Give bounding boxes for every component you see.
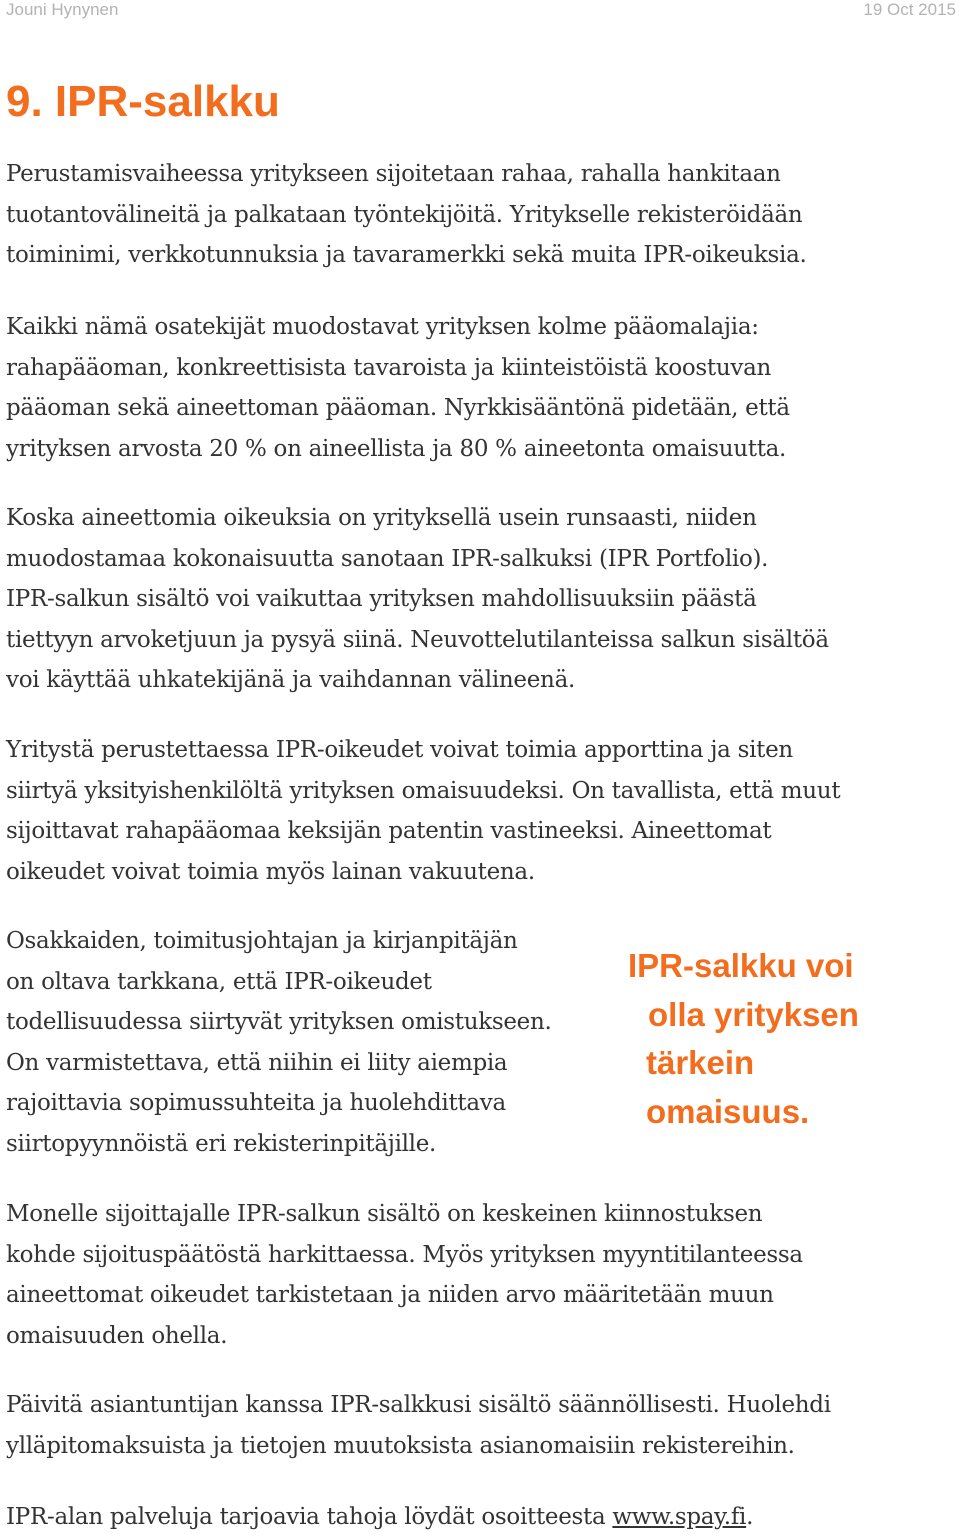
paragraph-investors: [6, 1194, 803, 1356]
text-line: voi käyttää uhkatekijänä ja vaihdannan välineenä.: [6, 667, 575, 694]
text-line: toiminimi, verkkotunnuksia ja tavaramerkki sekä muita IPR-oikeuksia.: [6, 242, 807, 269]
closing-suffix: .: [746, 1504, 754, 1530]
pull-quote-line: tärkein: [646, 1044, 755, 1081]
page-title: 9. IPR-salkku: [6, 77, 280, 126]
text-line: rahapääoman, konkreettisista tavaroista ja kiinteistöistä koostuvan: [6, 354, 771, 381]
text-line: aineettomat oikeudet tarkistetaan ja niiden arvo määritetään muun: [6, 1282, 774, 1309]
text-line: Päivitä asiantuntijan kanssa IPR-salkkusi sisältö säännöllisesti. Huolehdi: [6, 1392, 831, 1418]
text-line: Kaikki nämä osatekijät muodostavat yrityksen kolme pääomalajia:: [6, 314, 759, 340]
text-line: oikeudet voivat toimia myös lainan vakuutena.: [6, 858, 535, 885]
text-line: Koska aineettomia oikeuksia on yrityksellä usein runsaasti, niiden: [6, 505, 757, 531]
paragraph-founding: [6, 154, 807, 276]
text-line: kohde sijoituspäätöstä harkittaessa. Myös yrityksen myyntitilanteessa: [6, 1241, 803, 1268]
closing-line: [6, 1497, 753, 1538]
publish-date: 19 Oct 2015: [863, 0, 956, 19]
paragraph-ipr-portfolio: [6, 498, 829, 701]
text-line: siirtyä yksityishenkilöltä yrityksen omaisuudeksi. On tavallista, että muut: [6, 777, 841, 804]
text-line: IPR-salkun sisältö voi vaikuttaa yrityksen mahdollisuuksiin päästä: [6, 586, 757, 613]
pull-quote-line: omaisuus.: [646, 1092, 810, 1130]
text-line: on oltava tarkkana, että IPR-oikeudet: [6, 968, 432, 995]
text-line: Osakkaiden, toimitusjohtajan ja kirjanpitäjän: [6, 928, 518, 954]
closing-text: IPR-alan palveluja tarjoavia tahoja löydät osoitteesta: [6, 1504, 613, 1530]
text-line: tiettyyn arvoketjuun ja pysyä siinä. Neuvottelutilanteissa salkun sisältöä: [6, 626, 829, 653]
pull-quote: [628, 942, 928, 1136]
text-line: pääoman sekä aineettoman pääoman. Nyrkkisääntönä pidetään, että: [6, 395, 790, 422]
text-line: siirtopyynnöistä eri rekisterinpitäjille.: [6, 1130, 437, 1157]
page-header: [6, 0, 956, 24]
paragraph-apport: [6, 730, 840, 892]
text-line: todellisuudessa siirtyvät yrityksen omistukseen.: [6, 1009, 552, 1036]
spay-link[interactable]: www.spay.fi: [612, 1504, 747, 1530]
text-line: omaisuuden ohella.: [6, 1322, 228, 1349]
paragraph-ownership-transfer: [6, 921, 552, 1165]
paragraph-closing: [6, 1497, 753, 1538]
pull-quote-line: IPR-salkku voi: [628, 947, 854, 984]
text-line: muodostamaa kokonaisuutta sanotaan IPR-salkuksi (IPR Portfolio).: [6, 545, 769, 572]
text-line: Yritystä perustettaessa IPR-oikeudet voivat toimia apporttina ja siten: [6, 737, 793, 763]
author-name: Jouni Hynynen: [6, 0, 119, 19]
text-line: sijoittavat rahapääomaa keksijän patentin vastineeksi. Aineettomat: [6, 818, 772, 845]
text-line: ylläpitomaksuista ja tietojen muutoksista asianomaisiin rekistereihin.: [6, 1432, 795, 1459]
pull-quote-line: olla yrityksen: [648, 995, 859, 1033]
text-line: Perustamisvaiheessa yritykseen sijoitetaan rahaa, rahalla hankitaan: [6, 161, 781, 187]
text-line: tuotantovälineitä ja palkataan työntekijöitä. Yritykselle rekisteröidään: [6, 201, 803, 228]
text-line: Monelle sijoittajalle IPR-salkun sisältö on keskeinen kiinnostuksen: [6, 1201, 763, 1227]
paragraph-maintenance: [6, 1385, 831, 1466]
text-line: rajoittavia sopimussuhteita ja huolehdittava: [6, 1090, 506, 1117]
text-line: yrityksen arvosta 20 % on aineellista ja 80 % aineetonta omaisuutta.: [6, 435, 787, 462]
paragraph-capital-types: [6, 307, 790, 469]
text-line: On varmistettava, että niihin ei liity aiempia: [6, 1049, 508, 1076]
